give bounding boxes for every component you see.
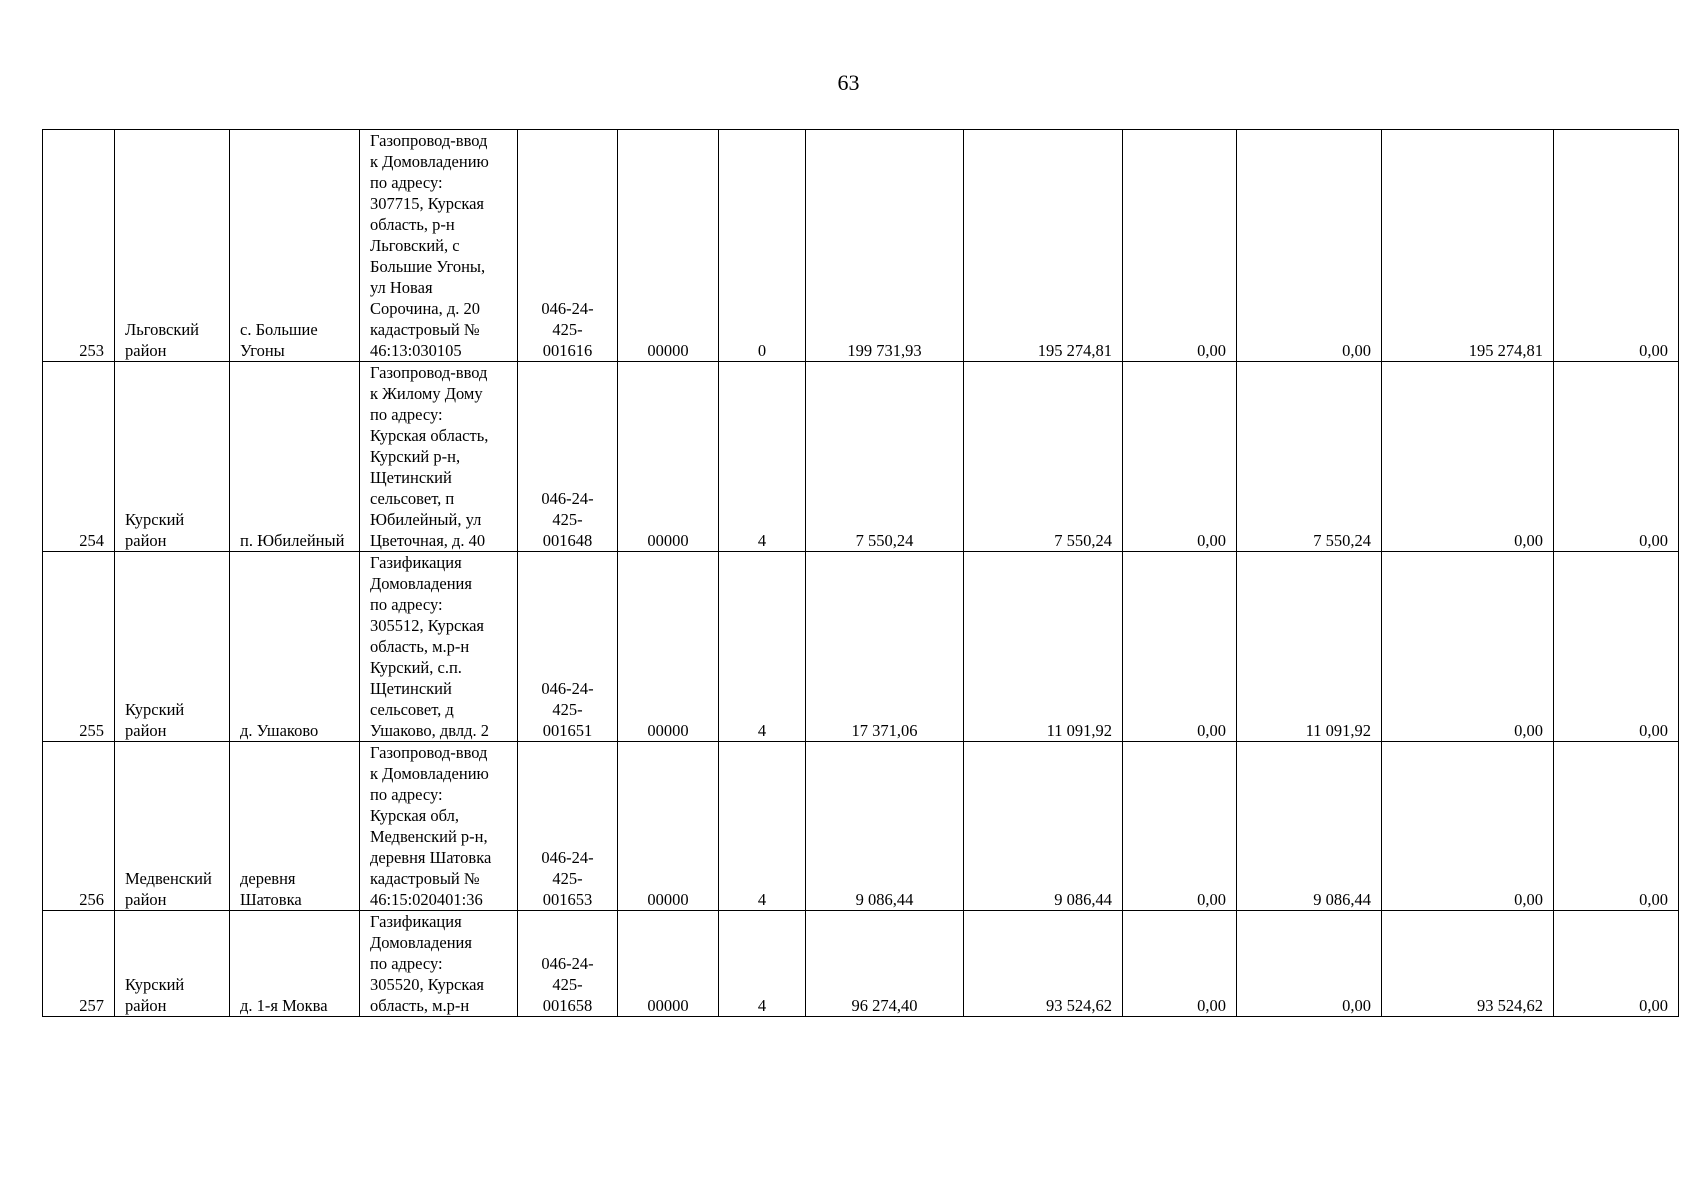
table-row	[43, 362, 1679, 552]
district-cell: Курский район	[115, 911, 230, 1017]
object-code-cell: 046-24- 425- 001616	[518, 130, 618, 362]
code-cell: 00000	[618, 362, 719, 552]
code-cell: 00000	[618, 911, 719, 1017]
amount-cell: 9 086,44	[1237, 742, 1382, 911]
locality-cell: деревня Шатовка	[230, 742, 360, 911]
amount-cell: 7 550,24	[1237, 362, 1382, 552]
table-row	[43, 552, 1679, 742]
amount-cell: 17 371,06	[806, 552, 964, 742]
flag-cell: 4	[719, 362, 806, 552]
locality-cell: п. Юбилейный	[230, 362, 360, 552]
flag-cell: 0	[719, 130, 806, 362]
amount-cell: 96 274,40	[806, 911, 964, 1017]
locality-cell: д. Ушаково	[230, 552, 360, 742]
locality-cell: с. Большие Угоны	[230, 130, 360, 362]
object-description-cell: Газопровод-ввод к Жилому Дому по адресу: Курская область, Курский р-н, Щетинский сельсовет, п Юбилейный, ул Цветочная, д. 40	[360, 362, 518, 552]
flag-cell: 4	[719, 911, 806, 1017]
amount-cell: 0,00	[1382, 742, 1554, 911]
object-description-cell: Газификация Домовладения по адресу: 305520, Курская область, м.р-н	[360, 911, 518, 1017]
district-cell: Льговский район	[115, 130, 230, 362]
amount-cell: 0,00	[1123, 130, 1237, 362]
amount-cell: 11 091,92	[1237, 552, 1382, 742]
row-number: 257	[43, 911, 115, 1017]
row-number: 253	[43, 130, 115, 362]
amount-cell: 0,00	[1123, 552, 1237, 742]
amount-cell: 0,00	[1554, 742, 1679, 911]
district-cell: Медвенский район	[115, 742, 230, 911]
code-cell: 00000	[618, 130, 719, 362]
amount-cell: 0,00	[1123, 742, 1237, 911]
table-row	[43, 911, 1679, 1017]
amount-cell: 195 274,81	[1382, 130, 1554, 362]
district-cell: Курский район	[115, 362, 230, 552]
amount-cell: 0,00	[1554, 911, 1679, 1017]
amount-cell: 0,00	[1554, 362, 1679, 552]
amount-cell: 0,00	[1554, 130, 1679, 362]
row-number: 255	[43, 552, 115, 742]
object-description-cell: Газопровод-ввод к Домовладению по адресу: 307715, Курская область, р-н Льговский, с Большие Угоны, ул Новая Сорочина, д. 20 кадастровый № 46:13:030105	[360, 130, 518, 362]
amount-cell: 0,00	[1123, 362, 1237, 552]
table-row	[43, 130, 1679, 362]
flag-cell: 4	[719, 552, 806, 742]
data-table	[42, 129, 1679, 1017]
row-number: 256	[43, 742, 115, 911]
amount-cell: 11 091,92	[964, 552, 1123, 742]
object-code-cell: 046-24- 425- 001658	[518, 911, 618, 1017]
locality-cell: д. 1-я Моква	[230, 911, 360, 1017]
amount-cell: 7 550,24	[964, 362, 1123, 552]
table-row	[43, 742, 1679, 911]
district-cell: Курский район	[115, 552, 230, 742]
amount-cell: 93 524,62	[964, 911, 1123, 1017]
amount-cell: 199 731,93	[806, 130, 964, 362]
amount-cell: 0,00	[1123, 911, 1237, 1017]
object-description-cell: Газификация Домовладения по адресу: 305512, Курская область, м.р-н Курский, с.п. Щетинский сельсовет, д Ушаково, двлд. 2	[360, 552, 518, 742]
amount-cell: 0,00	[1382, 552, 1554, 742]
amount-cell: 0,00	[1237, 911, 1382, 1017]
flag-cell: 4	[719, 742, 806, 911]
object-description-cell: Газопровод-ввод к Домовладению по адресу: Курская обл, Медвенский р-н, деревня Шатовка кадастровый № 46:15:020401:36	[360, 742, 518, 911]
amount-cell: 9 086,44	[806, 742, 964, 911]
amount-cell: 195 274,81	[964, 130, 1123, 362]
amount-cell: 0,00	[1237, 130, 1382, 362]
amount-cell: 9 086,44	[964, 742, 1123, 911]
row-number: 254	[43, 362, 115, 552]
object-code-cell: 046-24- 425- 001648	[518, 362, 618, 552]
object-code-cell: 046-24- 425- 001651	[518, 552, 618, 742]
amount-cell: 0,00	[1382, 362, 1554, 552]
amount-cell: 0,00	[1554, 552, 1679, 742]
page-number: 63	[837, 70, 860, 95]
object-code-cell: 046-24- 425- 001653	[518, 742, 618, 911]
code-cell: 00000	[618, 552, 719, 742]
amount-cell: 93 524,62	[1382, 911, 1554, 1017]
amount-cell: 7 550,24	[806, 362, 964, 552]
code-cell: 00000	[618, 742, 719, 911]
